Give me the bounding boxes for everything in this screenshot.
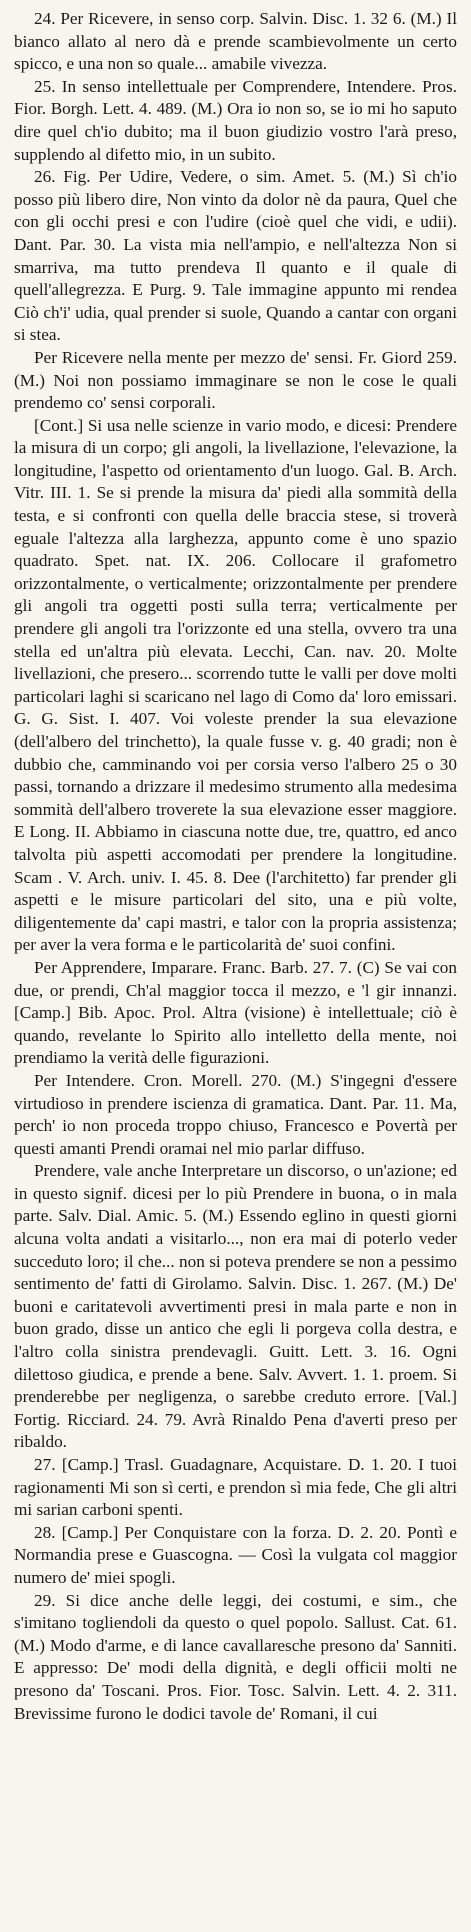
entry-ricevere-mente: Per Ricevere nella mente per mezzo de' sensi. Fr. Giord 259. (M.) Noi non possiamo immaginare se non le cose le quali prendemo co' sensi corporali. xyxy=(14,347,457,413)
entry-29: 29. Si dice anche delle leggi, dei costumi, e sim., che s'imitano togliendoli da questo o quel popolo. Sallust. Cat. 61. (M.) Modo d'arme, e di lance cavallaresche presono da' Sanniti. E appresso: De' modi della dignità, e degli officii molti ne presono da' Toscani. Pros. Fior. Tosc. Salvin. Lett. 4. 2. 311. Brevissime furono le dodici tavole de' Romani, il cui xyxy=(14,1590,457,1723)
entry-28: 28. [Camp.] Per Conquistare con la forza. D. 2. 20. Pontì e Normandia prese e Guascogna. — Così la vulgata col maggior numero de' miei spogli. xyxy=(14,1522,457,1587)
entry-scienze: [Cont.] Si usa nelle scienze in vario modo, e dicesi: Prendere la misura di un corpo; gli angoli, la livellazione, l'elevazione, la longitudine, l'aspetto od orientamento d'un luogo. Gal. B. Arch. Vitr. III. 1. Se si prende la misura da' piedi alla sommità della testa, e si confronti con quella delle braccia stese, si troverà eguale l'altezza alla larghezza, appunto come è uno spazio quadrato. Spet. nat. IX. 206. Collocare il grafometro orizzontalmente, o verticalmente; orizzontalmente per prendere gli angoli tra oggetti posti sulla terra; verticalmente per prendere gli angoli tra l'orizzonte ed una stella, ovvero tra una stella ed un'altra più elevata. Lecchi, Can. nav. 20. Molte livellazioni, che presero... scorrendo tutte le valli per dove molti particolari laghi si scaricano nel lago di Como da' loro emissari. G. G. Sist. I. 407. Voi voleste prender la sua elevazione (dell'albero del trinchetto), la quale fusse v. g. 40 gradi; non è dubbio che, camminando voi per corsia verso l'albero 25 o 30 passi, tornando a drizzare il medesimo strumento alla medesima sommità dell'albero troverete la sua elevazione esser maggiore. E Long. II. Abbiamo in ciascuna notte due, tre, quattro, ed anco talvolta più aspetti accomodati per prendere la longitudine. Scam . V. Arch. univ. I. 45. 8. Dee (l'architetto) far prender gli aspetti e le misure particolari del sito, una e più volte, diligentemente da' capi mastri, e talor con la propria assistenza; per aver la vera forma e le particolarità de' suoi confini. xyxy=(14,415,457,955)
entry-25: 25. In senso intellettuale per Comprendere, Intendere. Pros. Fior. Borgh. Lett. 4. 489. (M.) Ora io non so, se io mi ho saputo dire quel ch'io dubito; ma il buon giudizio vostro l'arà preso, supplendo al difetto mio, in un subito. xyxy=(14,76,457,164)
entry-27: 27. [Camp.] Trasl. Guadagnare, Acquistare. D. 1. 20. I tuoi ragionamenti Mi son sì certi, e prendon sì mia fede, Che gli altri mi sarian carboni spenti. xyxy=(14,1455,457,1520)
entry-26: 26. Fig. Per Udire, Vedere, o sim. Amet. 5. (M.) Sì ch'io posso più libero dire, Non vinto da dolor nè da paura, Quel che con gli occhi presi e con l'udire (cioè quel che vidi, e udii). Dant. Par. 30. La vista mia nell'ampio, e nell'altezza Non si smarriva, ma tutto prendeva Il quanto e il quale di quell'allegrezza. E Purg. 9. Tale immagine appunto mi rendea Ciò ch'i' udia, qual prender si suole, Quando a cantar con organi si stea. xyxy=(14,167,457,345)
entry-apprendere: Per Apprendere, Imparare. Franc. Barb. 27. 7. (C) Se vai con due, or prendi, Ch'al maggior tocca il mezzo, e 'l gir innanzi. [Camp.] Bib. Apoc. Prol. Altra (visione) è intellettuale; ciò è quando, revelante lo Spirito allo intelletto della mente, noi prendiamo la verità delle figurazioni. xyxy=(14,957,457,1068)
entry-intendere: Per Intendere. Cron. Morell. 270. (M.) S'ingegni d'essere virtudioso in prendere iscienza di gramatica. Dant. Par. 11. Ma, perch' io non proceda troppo chiuso, Francesco e Povertà per questi amanti Prendi oramai nel mio parlar diffuso. xyxy=(14,1070,457,1158)
entry-interpretare: Prendere, vale anche Interpretare un discorso, o un'azione; ed in questo signif. dicesi per lo più Prendere in buona, o in mala parte. Salv. Dial. Amic. 5. (M.) Essendo eglino in questi giorni alcuna volta andati a visitarlo..., non era mai di poterlo veder succeduto loro; il che... non si poteva prendere se non a pessimo sentimento de' fatti di Girolamo. Salvin. Disc. 1. 267. (M.) De' buoni e caritatevoli avvertimenti presi in mala parte e non in buon grado, disse un antico che egli li porgeva colla destra, e l'altro colla sinistra prendevagli. Guitt. Lett. 3. 16. Ogni dilettoso giudica, e prende a bene. Salv. Avvert. 1. 1. proem. Si prenderebbe per negligenza, o sarebbe creduto errore. [Val.] Fortig. Ricciard. 24. 79. Avrà Rinaldo Pena d'averti preso per ribaldo. xyxy=(14,1161,457,1452)
entry-24: 24. Per Ricevere, in senso corp. Salvin. Disc. 1. 32 6. (M.) Il bianco allato al nero dà e prende scambievolmente un certo spicco, e una non so quale... amabile vivezza. xyxy=(14,9,457,74)
